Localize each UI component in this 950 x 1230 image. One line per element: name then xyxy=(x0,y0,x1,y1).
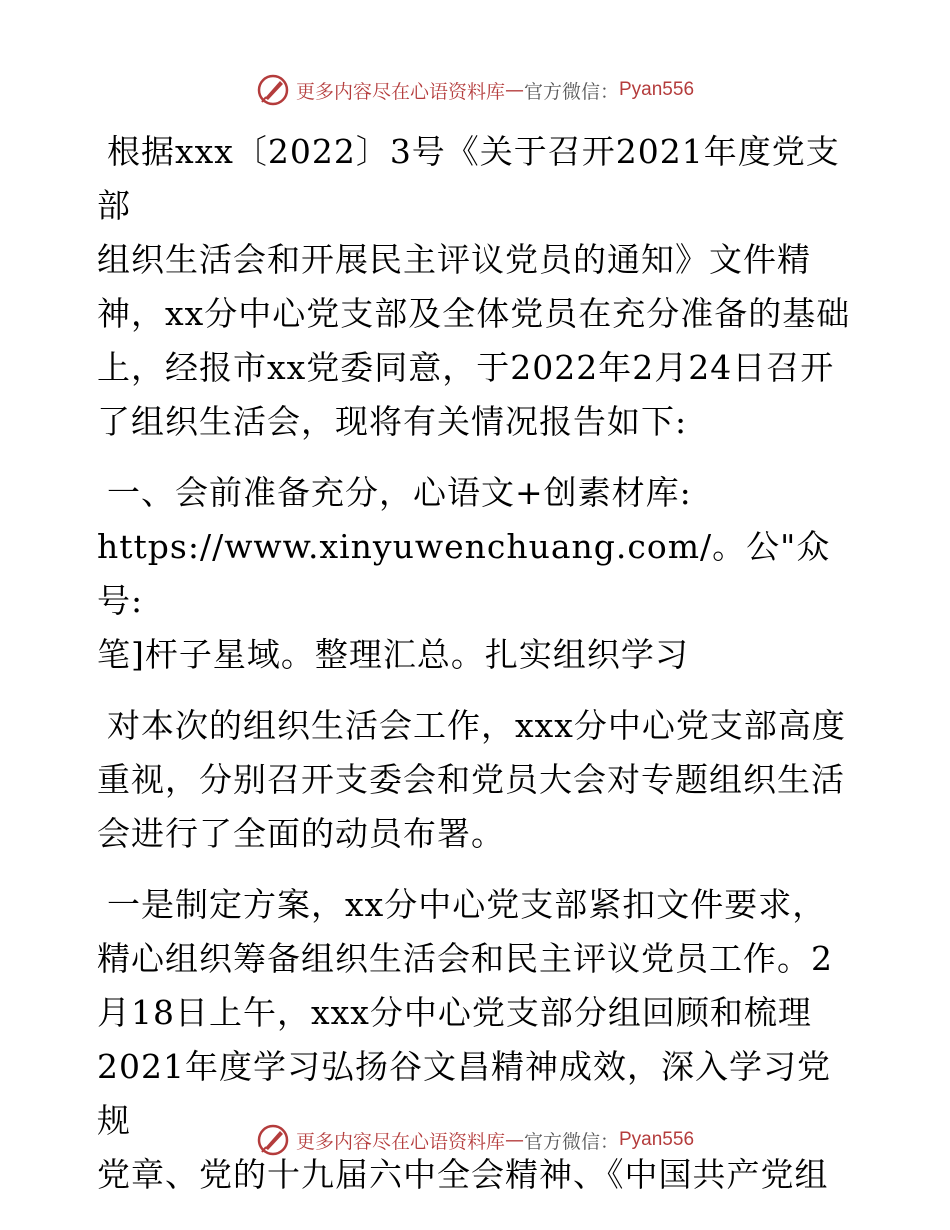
header-watermark xyxy=(0,70,950,110)
watermark-handle: Pyan556 xyxy=(619,1129,695,1150)
footer-watermark xyxy=(0,1120,950,1160)
paragraph-intro: 根据xxx〔2022〕3号《关于召开2021年度党支部 组织生活会和开展民主评议党员的通知》文件精 神，xx分中心党支部及全体党员在充分准备的基础 上，经报市xx党委同意，于2022年2月24日召开 了组织生活会，现将有关情况报告如下: xyxy=(97,132,851,441)
quill-pen-logo-icon xyxy=(256,73,290,107)
document-body xyxy=(97,125,857,1219)
paragraph-plan: 一是制定方案，xx分中心党支部紧扣文件要求， 精心组织筹备组织生活会和民主评议党员工作。2 月18日上午，xxx分中心党支部分组回顾和梳理 2021年度学习弘扬谷文昌精神成效，深入学习党规 党章、党的十九届六中全会精神、《中国共产党组 xyxy=(97,885,833,1194)
watermark-text: 更多内容尽在心语资料库 xyxy=(295,80,505,103)
paragraph-overview: 对本次的组织生活会工作，xxx分中心党支部高度 重视，分别召开支委会和党员大会对专题组织生活 会进行了全面的动员布署。 xyxy=(97,706,846,853)
watermark-text: 更多内容尽在心语资料库 xyxy=(295,1130,505,1153)
watermark-label: 官方微信： xyxy=(523,80,619,103)
watermark-label: 官方微信： xyxy=(523,1130,619,1153)
watermark-separator: — xyxy=(504,1129,524,1151)
watermark-separator: — xyxy=(504,79,524,101)
watermark-handle: Pyan556 xyxy=(619,79,695,100)
section-heading-1: 一、会前准备充分，心语文+创素材库: https://www.xinyuwenchuang.com/。公"众号: 笔]杆子星域。整理汇总。扎实组织学习 xyxy=(97,473,831,674)
quill-pen-logo-icon xyxy=(256,1123,290,1157)
